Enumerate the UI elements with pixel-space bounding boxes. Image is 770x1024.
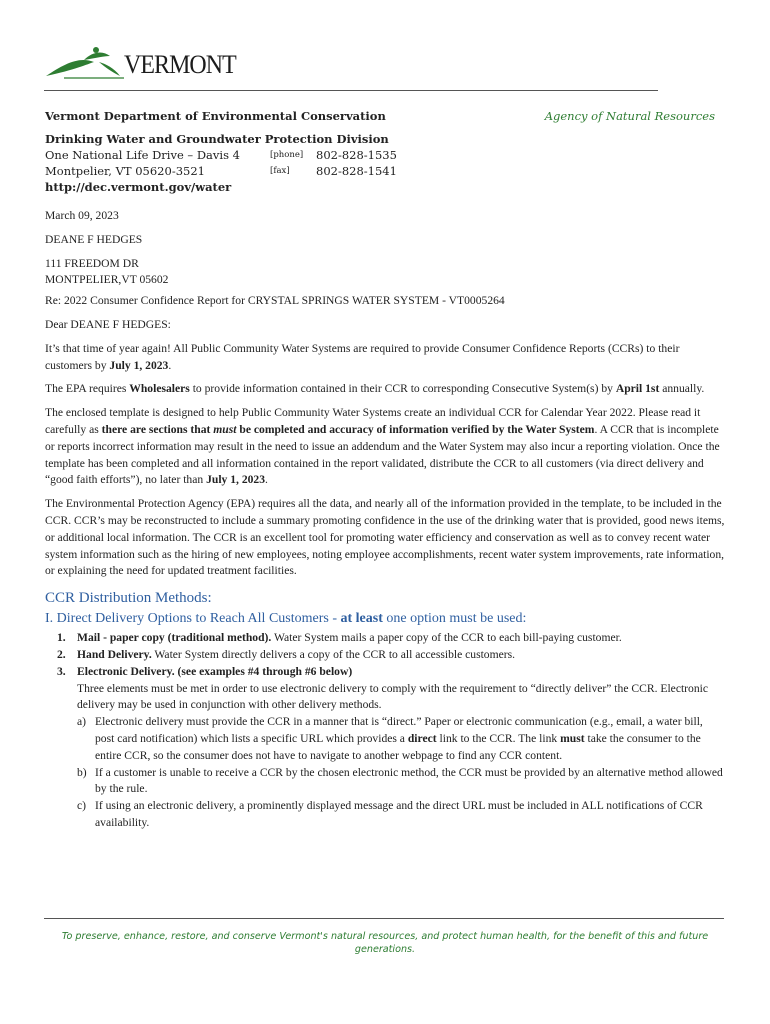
division-name: Drinking Water and Groundwater Protection Division: [45, 132, 389, 146]
fax-label: [fax]: [270, 166, 290, 176]
list-item: a) Electronic delivery must provide the CCR in a manner that is “direct.” Paper or electronic communication (e.g., email, a water bill, post card notification) which lists a specific URL which provides a direct link to the CCR. The link must take the consumer to the entire CCR, so the consumer does not have to navigate to another webpage to find any CCR content.: [77, 715, 703, 762]
section-subtitle: I. Direct Delivery Options to Reach All Customers - at least one option must be used:: [45, 611, 527, 627]
fax-number: 802-828-1541: [316, 164, 397, 178]
paragraph-deadline: It’s that time of year again! All Public Community Water Systems are required to provide Consumer Confidence Reports (CCRs) to their customers by July 1, 2023.: [45, 341, 680, 372]
website-link[interactable]: http://dec.vermont.gov/water: [45, 180, 232, 194]
recipient-address: 111 FREEDOM DR MONTPELIER,VT 05602: [45, 256, 169, 287]
phone-label: [phone]: [270, 150, 304, 160]
phone-number: 802-828-1535: [316, 148, 397, 162]
electronic-requirements-list: [77, 714, 725, 832]
paragraph-wholesalers: The EPA requires Wholesalers to provide information contained in their CCR to corresponding Consecutive System(s) by April 1st annually.: [45, 382, 705, 396]
address-line-2: Montpelier, VT 05620-3521: [45, 164, 205, 178]
salutation: Dear DEANE F HEDGES:: [45, 317, 171, 331]
recipient-name: DEANE F HEDGES: [45, 232, 143, 246]
header-divider: [44, 90, 658, 91]
delivery-options-list: [45, 630, 725, 832]
agency-name: Agency of Natural Resources: [544, 109, 715, 123]
address-line-1: One National Life Drive – Davis 4: [45, 148, 240, 162]
list-item: 2. Hand Delivery. Water System directly delivers a copy of the CCR to all accessible customers.: [57, 647, 516, 661]
footer-mission: To preserve, enhance, restore, and conserve Vermont's natural resources, and protect human health, for the benefit of this and future generations.: [61, 931, 709, 955]
department-name: Vermont Department of Environmental Conservation: [45, 109, 386, 123]
section-title: CCR Distribution Methods:: [45, 590, 212, 607]
re-line: Re: 2022 Consumer Confidence Report for CRYSTAL SPRINGS WATER SYSTEM - VT0005264: [45, 294, 505, 308]
logo-text: VERMONT: [124, 50, 236, 79]
list-item: c) If using an electronic delivery, a prominently displayed message and the direct URL must be included in ALL notifications of CCR availability.: [77, 799, 703, 829]
letter-date: March 09, 2023: [45, 209, 119, 222]
footer-divider: [44, 918, 724, 919]
paragraph-epa: The Environmental Protection Agency (EPA) requires all the data, and nearly all of the information provided in the template, to be included in the CCR. CCR’s may be reconstructed to include a summary promoting confidence in the use of the drinking water that is provided, good news items, or additional local information. The CCR is an excellent tool for promoting water efficiency and conservation as well as to convey recent water system information such as the hiring of new employees, noting employee accomplishments, recent water system improvements, rate information, or explaining the need for updated treatment facilities.: [45, 497, 725, 578]
paragraph-template: The enclosed template is designed to help Public Community Water Systems create an individual CCR for Calendar Year 2022. Please read it carefully as there are sections that must be completed and accuracy of information verified by the Water System. A CCR that is incomplete or reports incorrect information may result in the need to issue an addendum and the Water System may also incur a reporting violation. Once the template has been completed and all information contained in the report validated, distribute the CCR to all customers (via direct delivery and “good faith efforts”), no later than July 1, 2023.: [45, 406, 720, 487]
list-item: 3. Electronic Delivery. (see examples #4 through #6 below) Three elements must be met in order to use electronic delivery to comply with the requirement to “directly deliver” the CCR. Electronic delivery may be used in conjunction with other delivery methods. a) Electronic delivery must provide the CCR in a manner that is “direct.” Paper or electronic communication (e.g., email, a water bill, post card notification) which lists a specific URL which provides a direct link to the CCR. The link must take the consumer to the entire CCR, so the consumer does not have to navigate to another webpage to find any CCR content. b) If a customer is unable to receive a CCR by the chosen electronic method, the CCR must be provided by an alternative method allowed by the rule. c) If using an electronic delivery, a prominently displayed message and the direct URL must be included in ALL notifications of CCR availability.: [77, 664, 725, 832]
list-item: 1. Mail - paper copy (traditional method). Water System mails a paper copy of the CCR to each bill-paying customer.: [57, 631, 622, 645]
list-item: b) If a customer is unable to receive a CCR by the chosen electronic method, the CCR must be provided by an alternative method allowed by the rule.: [77, 765, 723, 796]
contact-numbers: [270, 147, 397, 179]
letter-body: [45, 208, 725, 832]
